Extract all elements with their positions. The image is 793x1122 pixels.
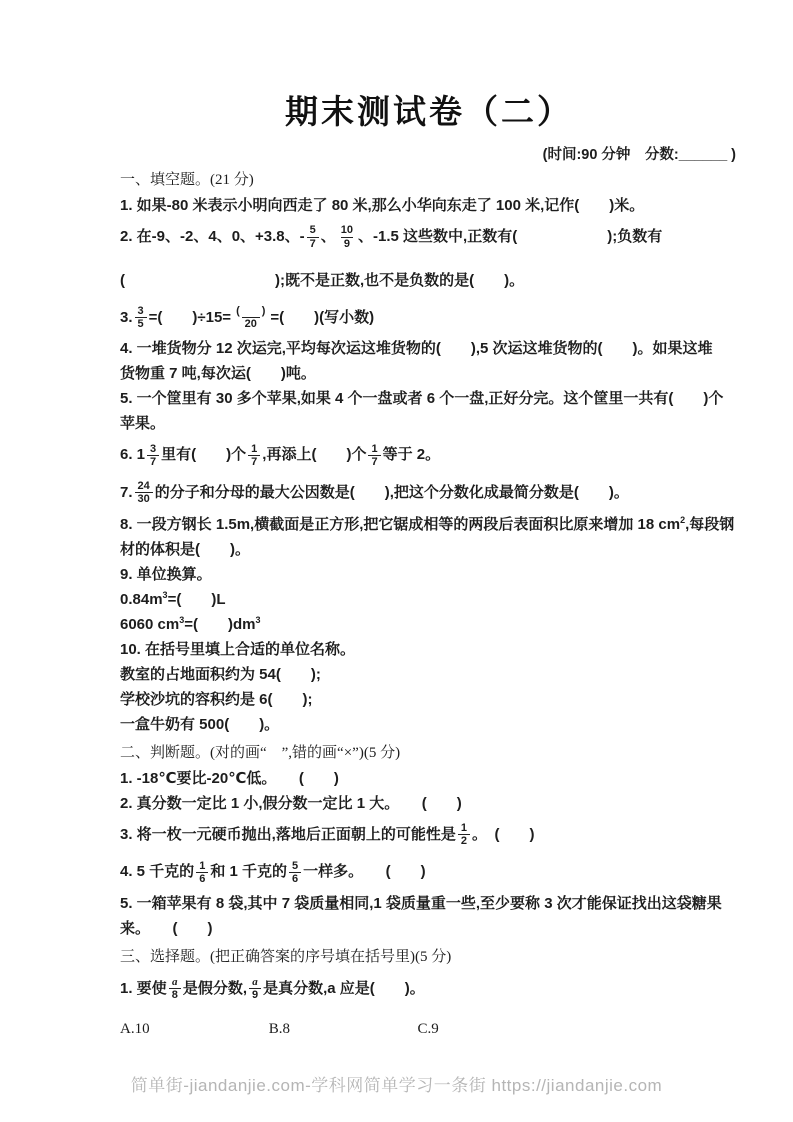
- q7-text: 的分子和分母的最大公因数是( ),把这个分数化成最简分数是( )。: [154, 483, 629, 501]
- j4-text-c: 一样多。 ( ): [303, 863, 426, 881]
- c1-text-a: 1. 要使: [120, 979, 167, 997]
- section-3-header: 三、选择题。(把正确答案的序号填在括号里)(5 分): [120, 948, 452, 965]
- fraction-denominator: 6: [289, 872, 301, 885]
- fraction-numerator: 3: [150, 442, 157, 455]
- fraction: [135, 480, 153, 505]
- judge-question-4: [120, 853, 738, 891]
- judge-question-1: 1. -18℃要比-20℃低。 ( ): [120, 769, 339, 787]
- fraction: [233, 305, 268, 330]
- judge-question-5-line-2: 来。 ( ): [120, 919, 213, 937]
- fill-question-3: [120, 299, 738, 337]
- j4-text-b: 和 1 千克的: [210, 863, 287, 881]
- choice-question-1-options: [120, 1021, 738, 1038]
- fill-question-4-line-1: 4. 一堆货物分 12 次运完,平均每次运这堆货物的( ),5 次运这堆货物的( )。如果这堆: [120, 340, 713, 358]
- q6-text-c: 等于 2。: [382, 446, 441, 464]
- option-c: C.9: [417, 1021, 439, 1038]
- fraction-denominator: 8: [169, 988, 181, 1001]
- fraction: [338, 224, 356, 249]
- option-b: B.8: [268, 1021, 291, 1038]
- c1-text-b: 是假分数,: [182, 979, 247, 997]
- fraction-denominator: 20: [242, 317, 260, 330]
- judge-question-2: 2. 真分数一定比 1 小,假分数一定比 1 大。 ( ): [120, 794, 462, 812]
- fraction-numerator: a: [172, 976, 178, 989]
- fraction: [458, 822, 470, 847]
- fraction-numerator: 1: [251, 442, 258, 455]
- fraction-denominator: 9: [341, 237, 353, 250]
- fraction-numerator: 24: [137, 480, 150, 493]
- fraction: [289, 860, 301, 885]
- choice-question-1: [120, 970, 738, 1008]
- cubed-superscript: 3: [255, 614, 261, 625]
- fraction-numerator: 10: [340, 224, 354, 237]
- fill-question-10-item-2: 学校沙坑的容积约是 6( );: [120, 690, 313, 708]
- fraction: [248, 443, 260, 468]
- q8-text-b: ,每段钢: [685, 515, 735, 533]
- q3-number: 3.: [120, 308, 133, 326]
- unit-conversion-1: [120, 587, 738, 612]
- fraction-denominator: 2: [458, 834, 470, 847]
- fraction: [169, 976, 181, 1001]
- fraction-numerator: a: [252, 976, 258, 989]
- j3-text-b: 。 ( ): [471, 825, 535, 843]
- fraction-denominator: 9: [249, 988, 261, 1001]
- conv2-text-a: 6060 cm: [120, 615, 180, 633]
- q3-text-a: =( )÷15=: [148, 308, 232, 326]
- fraction-denominator: 6: [196, 872, 208, 885]
- fill-question-6: [120, 436, 738, 474]
- fraction-numerator: 1: [460, 821, 467, 834]
- q6-text-a: 里有( )个: [161, 446, 247, 464]
- fill-question-5-line-1: 5. 一个筐里有 30 多个苹果,如果 4 个一盘或者 6 个一盘,正好分完。这个筐里一共有( )个: [120, 390, 724, 408]
- q2-text-pre: 2. 在-9、-2、4、0、+3.8、-: [120, 228, 305, 245]
- conv1-text-a: 0.84m: [120, 590, 163, 608]
- q6-text-b: ,再添上( )个: [262, 446, 367, 464]
- fraction-numerator: 3: [137, 305, 144, 318]
- fraction: [368, 443, 380, 468]
- q8-text-a: 8. 一段方钢长 1.5m,横截面是正方形,把它锯成相等的两段后表面积比原来增加 18 cm: [120, 515, 681, 533]
- fill-question-8-line-1: [120, 512, 738, 537]
- fraction-denominator: 30: [135, 492, 153, 505]
- q6-number: 6. 1: [120, 446, 146, 464]
- fraction-numerator: 1: [199, 859, 206, 872]
- j3-text-a: 3. 将一枚一元硬币抛出,落地后正面朝上的可能性是: [120, 825, 456, 843]
- squared-superscript: 2: [680, 514, 686, 525]
- fraction: [135, 305, 147, 330]
- fraction-numerator: 1: [371, 442, 378, 455]
- unit-conversion-2: [120, 612, 738, 637]
- q7-number: 7.: [120, 483, 133, 501]
- fraction: [196, 860, 208, 885]
- fill-question-2-line-1: [120, 218, 738, 256]
- fill-question-1: 1. 如果-80 米表示小明向西走了 80 米,那么小华向东走了 100 米,记作( )米。: [120, 197, 645, 214]
- fraction-numerator: 5: [309, 224, 316, 237]
- footer-watermark: 简单街-jiandanjie.com-学科网简单学习一条街 https://jiandanjie.com: [130, 1076, 663, 1095]
- fraction-numerator: 5: [292, 859, 299, 872]
- page-title: 期末测试卷（二）: [285, 95, 573, 131]
- section-1-header: 一、填空题。(21 分): [120, 172, 254, 188]
- fill-question-4-line-2: 货物重 7 吨,每次运( )吨。: [120, 365, 316, 383]
- cubed-superscript: 3: [179, 614, 185, 625]
- fraction: [307, 224, 319, 249]
- q2-text-mid: 、: [320, 228, 336, 245]
- fill-question-5-line-2: 苹果。: [120, 415, 166, 433]
- fill-question-8-line-2: 材的体积是( )。: [120, 540, 250, 558]
- fill-question-10: 10. 在括号里填上合适的单位名称。: [120, 640, 356, 658]
- option-a: A.10: [120, 1021, 150, 1038]
- fraction: [147, 443, 159, 468]
- fill-question-10-item-1: 教室的占地面积约为 54( );: [120, 665, 321, 683]
- fill-question-9: 9. 单位换算。: [120, 565, 212, 583]
- fraction-denominator: 7: [147, 455, 159, 468]
- fill-question-7: [120, 474, 738, 512]
- conv1-text-b: =( )L: [167, 590, 226, 608]
- cubed-superscript: 3: [162, 589, 168, 600]
- fill-question-10-item-3: 一盒牛奶有 500( )。: [120, 715, 280, 733]
- fraction-numerator: ( ): [236, 305, 266, 318]
- fraction-denominator: 7: [307, 237, 319, 250]
- fraction-denominator: 7: [368, 455, 380, 468]
- c1-text-c: 是真分数,a 应是( )。: [263, 979, 425, 997]
- judge-question-5-line-1: 5. 一箱苹果有 8 袋,其中 7 袋质量相同,1 袋质量重一些,至少要称 3 次才能保证找出这袋糖果: [120, 894, 722, 912]
- fraction-denominator: 5: [135, 317, 147, 330]
- fill-question-2-line-2: ( );既不是正数,也不是负数的是( )。: [120, 271, 525, 289]
- j4-text-a: 4. 5 千克的: [120, 863, 195, 881]
- q2-text-post: 、-1.5 这些数中,正数有( );负数有: [358, 228, 663, 245]
- section-2-header: 二、判断题。(对的画“ ”,错的画“×”)(5 分): [120, 744, 401, 761]
- fraction-denominator: 7: [248, 455, 260, 468]
- fraction: [249, 976, 261, 1001]
- exam-time-score-line: (时间:90 分钟 分数:______ ): [542, 147, 736, 163]
- judge-question-3: [120, 816, 738, 854]
- q3-text-b: =( )(写小数): [270, 308, 375, 326]
- conv2-text-b: =( )dm: [184, 615, 256, 633]
